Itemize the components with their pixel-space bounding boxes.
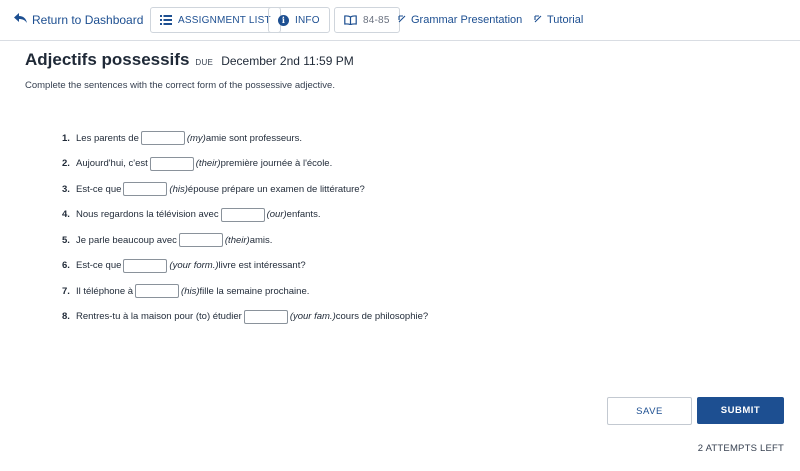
grammar-presentation-label: Grammar Presentation (411, 14, 523, 26)
return-to-dashboard-label: Return to Dashboard (32, 13, 144, 27)
question-text-after: enfants. (286, 209, 321, 220)
question-text-before: Je parle beaucoup avec (76, 234, 177, 246)
question-hint: (their) (195, 158, 221, 169)
list-icon (160, 15, 172, 25)
question-number: 1. (62, 132, 70, 144)
answer-input[interactable] (141, 131, 185, 145)
question-item (62, 309, 428, 325)
question-hint: (our) (266, 209, 287, 220)
question-number: 5. (62, 234, 70, 246)
textbook-pages-button[interactable] (334, 7, 400, 33)
save-button[interactable]: SAVE (607, 397, 692, 425)
tutorial-link[interactable] (534, 0, 583, 40)
question-text-after: amis. (249, 234, 273, 246)
question-item (62, 181, 365, 197)
reply-arrow-icon (14, 13, 27, 27)
info-label: INFO (295, 14, 320, 26)
question-text-before: Les parents de (76, 132, 139, 144)
attempts-left-text: 2 ATTEMPTS LEFT (697, 443, 784, 454)
question-text-after: première journée à l'école. (220, 158, 333, 169)
question-text-before: Il téléphone à (76, 285, 134, 297)
question-text-after: amie sont professeurs. (205, 132, 302, 144)
question-number: 4. (62, 209, 70, 220)
question-text-before: Rentres-tu à la maison pour (to) étudier (76, 311, 242, 322)
due-date: December 2nd 11:59 PM (221, 54, 354, 68)
return-to-dashboard-link[interactable] (14, 0, 143, 40)
external-arrow-icon (534, 14, 542, 26)
assignment-list-label: ASSIGNMENT LIST (178, 14, 271, 26)
question-text-after: épouse prépare un examen de littérature? (187, 183, 365, 195)
question-text-after: livre est intéressant? (218, 260, 306, 271)
question-item (62, 232, 272, 248)
info-button[interactable] (268, 7, 330, 33)
question-text-before: Nous regardons la télévision avec (76, 209, 219, 220)
question-item (62, 207, 320, 223)
question-item (62, 156, 332, 172)
book-icon (344, 15, 357, 25)
question-item (62, 130, 302, 146)
question-number: 2. (62, 158, 70, 169)
submit-button[interactable]: SUBMIT (697, 397, 784, 424)
question-hint: (my) (186, 132, 206, 144)
question-text-after: cours de philosophie? (335, 311, 429, 322)
question-text-before: Est-ce que (76, 260, 122, 271)
page-title: Adjectifs possessifs (25, 50, 190, 69)
question-hint: (his) (169, 183, 188, 195)
question-number: 8. (62, 311, 70, 322)
question-hint: (their) (224, 234, 250, 246)
question-item (62, 283, 309, 299)
question-number: 6. (62, 260, 70, 271)
question-text-before: Aujourd'hui, c'est (76, 158, 148, 169)
question-text-before: Est-ce que (76, 183, 122, 195)
grammar-presentation-link[interactable] (398, 0, 522, 40)
textbook-pages-label: 84-85 (363, 14, 390, 26)
answer-input[interactable] (179, 233, 223, 247)
answer-input[interactable] (150, 157, 194, 171)
answer-input[interactable] (244, 310, 288, 324)
answer-input[interactable] (123, 182, 167, 196)
instructions: Complete the sentences with the correct form of the possessive adjective. (25, 80, 335, 91)
due-label: DUE (195, 58, 214, 67)
assignment-list-button[interactable] (150, 7, 281, 33)
question-number: 7. (62, 285, 70, 297)
question-hint: (your form.) (169, 260, 219, 271)
assignment-header (25, 50, 354, 70)
answer-input[interactable] (135, 284, 179, 298)
tutorial-label: Tutorial (547, 14, 584, 26)
question-text-after: fille la semaine prochaine. (199, 285, 310, 297)
question-hint: (your fam.) (289, 311, 336, 322)
answer-input[interactable] (221, 208, 265, 222)
question-item (62, 258, 306, 274)
info-icon: i (278, 15, 289, 26)
top-navigation (0, 0, 800, 41)
answer-input[interactable] (123, 259, 167, 273)
question-number: 3. (62, 183, 70, 195)
external-arrow-icon (398, 14, 406, 26)
question-hint: (his) (181, 285, 200, 297)
